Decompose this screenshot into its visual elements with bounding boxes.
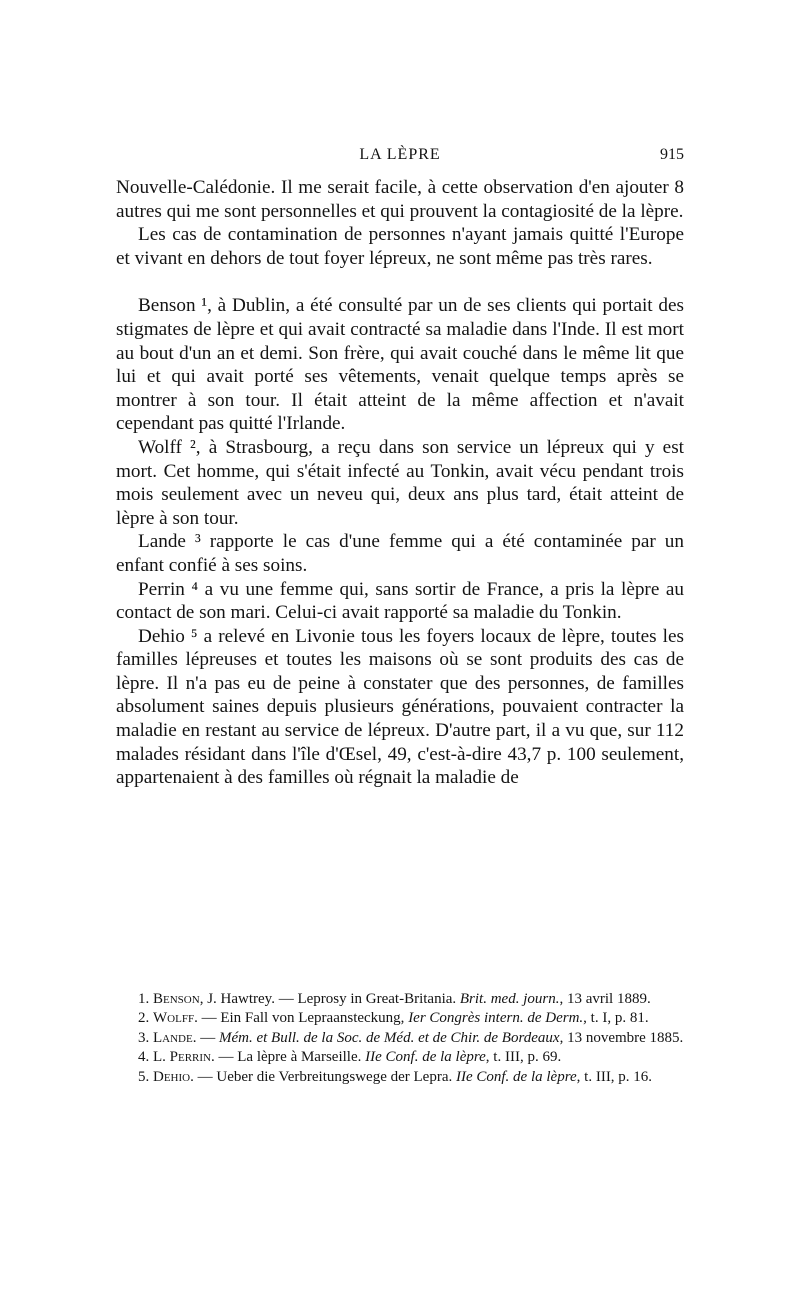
paragraph: Les cas de contamination de personnes n'ayant jamais quitté l'Europe et vivant en dehors de tout foyer lépreux, ne sont même pas très rares. <box>116 224 684 269</box>
footnote-ref: , 13 novembre 1885. <box>559 1029 684 1046</box>
running-title: LA LÈPRE <box>359 146 441 163</box>
footnote-text: . — La lèpre à Marseille. <box>211 1049 366 1066</box>
running-header <box>116 146 684 172</box>
footnote-number: 1. <box>138 991 150 1007</box>
footnote-ref: , t. I, p. 81. <box>583 1010 649 1027</box>
paragraph: Nouvelle-Calédonie. Il me serait facile, à cette observation d'en ajouter 8 autres qui me sont personnelles et qui prouvent la contagiosité de la lèpre. <box>116 177 684 222</box>
footnote-author: Wolff <box>153 1010 195 1027</box>
footnote-author: L. Perrin <box>153 1049 212 1066</box>
footnote-ref: , t. III, p. 69. <box>485 1049 562 1066</box>
footnote-number: 3. <box>138 1029 150 1046</box>
footnote-number: 2. <box>138 1010 150 1027</box>
footnote-number: 4. <box>138 1049 150 1066</box>
footnote-ref: , t. III, p. 16. <box>576 1068 653 1085</box>
paragraph: Dehio ⁵ a relevé en Livonie tous les foyers locaux de lèpre, toutes les familles lépreuses et toutes les maisons où se sont produits des cas de lèpre. Il n'a pas eu de peine à constater que des personnes, de familles absolument saines depuis plusieurs générations, pouvaient contracter la maladie en restant au service de lépreux. D'autre part, il a vu que, sur 112 malades résidant dans l'île d'Œsel, 49, c'est-à-dire 43,7 p. 100 seulement, appartenaient à des familles où régnait la maladie de <box>116 625 684 789</box>
footnote-source: Brit. med. journ. <box>459 991 560 1007</box>
footnote-source: Ier Congrès intern. de Derm. <box>408 1010 584 1027</box>
footnote <box>116 1009 684 1028</box>
paragraph: Perrin ⁴ a vu une femme qui, sans sortir de France, a pris la lèpre au contact de son mari. Celui-ci avait rapporté sa maladie du Tonkin. <box>116 578 684 624</box>
paragraph: Benson ¹, à Dublin, a été consulté par un de ses clients qui portait des stigmates de lèpre et qui avait contracté sa maladie dans l'Inde. Il est mort au bout d'un an et demi. Son frère, qui avait couché dans le même lit que lui et qui avait porté ses vêtements, venait quelque temps après se montrer à son tour. Il était atteint de la même affection et n'avait cependant pas quitté l'Irlande. <box>116 295 684 435</box>
footnote-author: Benson <box>153 991 200 1007</box>
footnote-number: 5. <box>138 1068 150 1085</box>
footnote <box>116 1048 684 1067</box>
footnote-text: . — Ein Fall von Lepraansteckung, <box>194 1010 409 1027</box>
footnote-source: Mém. et Bull. de la Soc. de Méd. et de Chir. de Bordeaux <box>218 1029 560 1046</box>
footnote-author: Lande <box>153 1029 193 1046</box>
body-text <box>116 176 684 790</box>
page-number: 915 <box>660 146 684 163</box>
footnotes <box>116 990 684 1087</box>
footnote <box>116 990 684 1009</box>
footnote-text: . — <box>192 1029 219 1046</box>
paragraph: Wolff ², à Strasbourg, a reçu dans son service un lépreux qui y est mort. Cet homme, qui s'était infecté au Tonkin, avait vécu pendant trois mois seulement avec un neveu qui, deux ans plus tard, était atteint de lèpre à son tour. <box>116 436 684 529</box>
footnote-ref: , 13 avril 1889. <box>559 991 651 1007</box>
footnote-text: , J. Hawtrey. — Leprosy in Great-Britania. <box>199 991 460 1007</box>
footnote-source: IIe Conf. de la lèpre <box>455 1068 577 1085</box>
footnote-source: IIe Conf. de la lèpre <box>365 1049 486 1066</box>
footnote <box>116 1029 684 1048</box>
footnote-text: . — Ueber die Verbreitungswege der Lepra. <box>190 1068 456 1085</box>
footnote-author: Dehio <box>153 1068 191 1085</box>
footnote <box>116 1068 684 1087</box>
paragraph: Lande ³ rapporte le cas d'une femme qui a été contaminée par un enfant confié à ses soins. <box>116 531 684 576</box>
